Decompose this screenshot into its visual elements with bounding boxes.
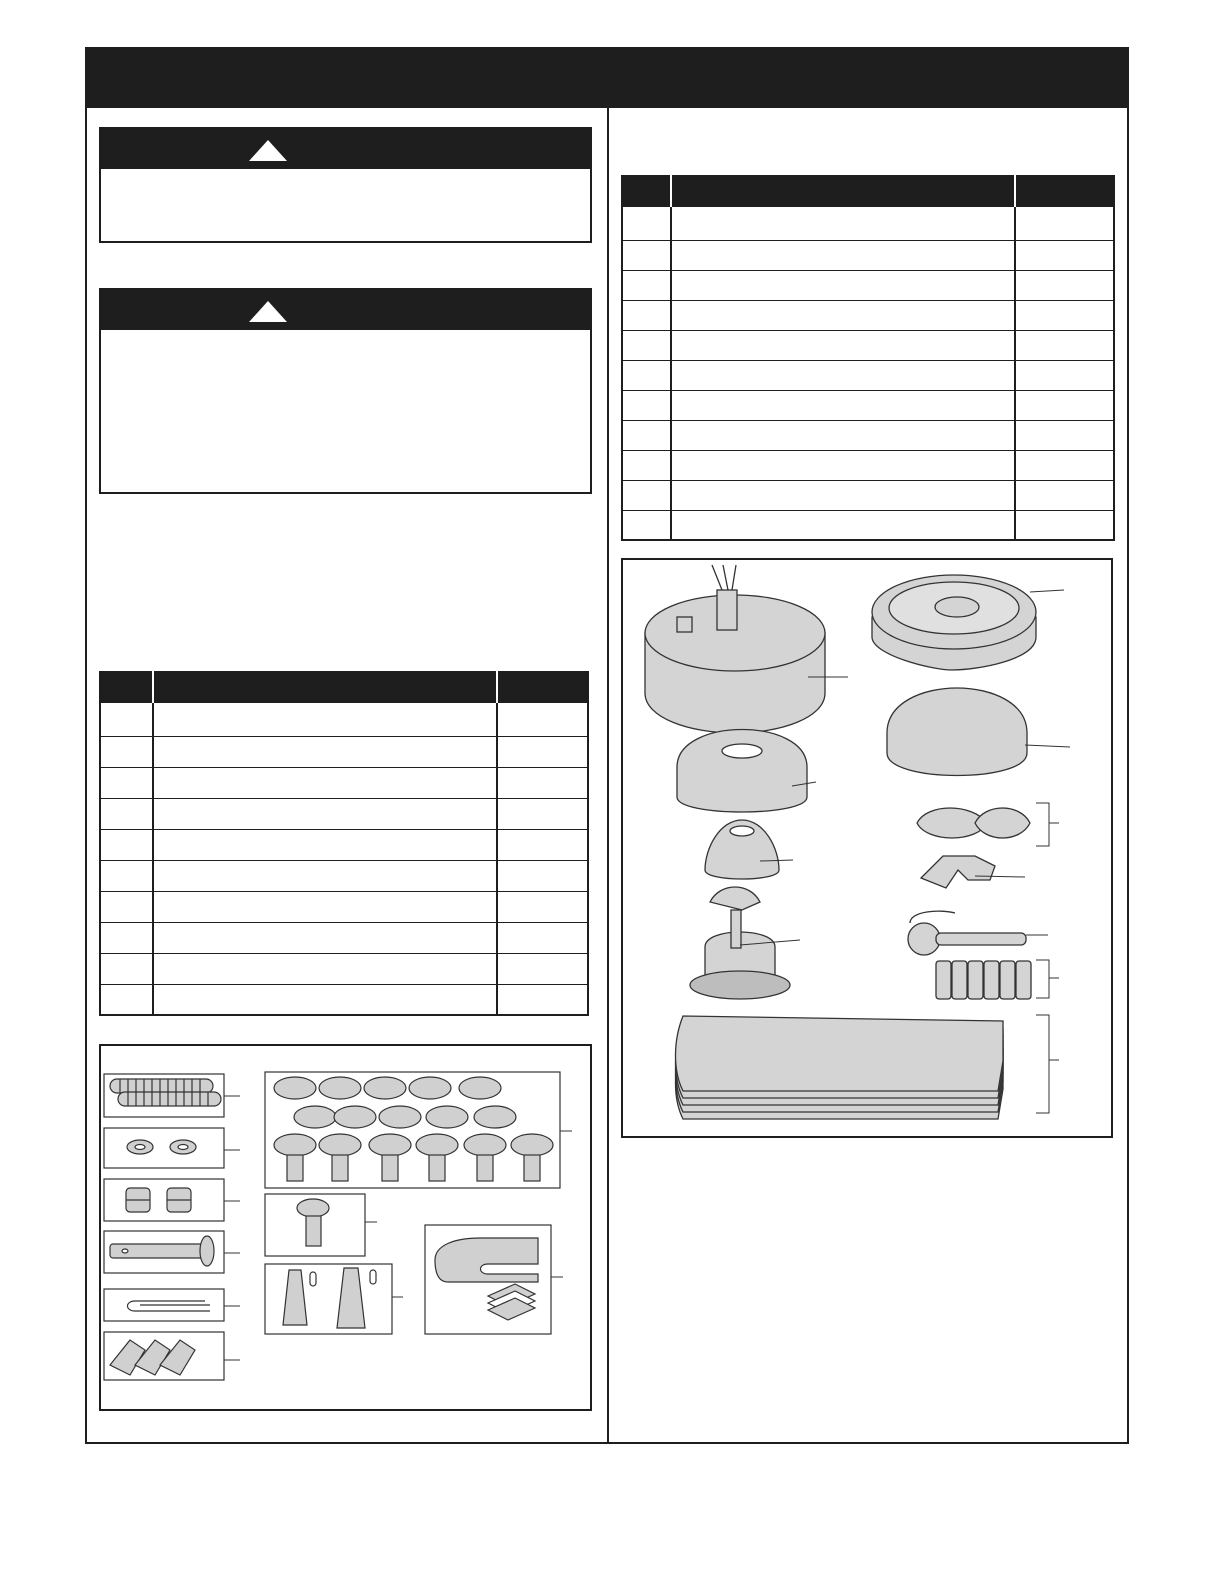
- fan-blades-icon: [676, 1016, 1004, 1119]
- mounting-bracket-icon: [872, 575, 1036, 670]
- light-bulb-icon: [917, 808, 1030, 838]
- downrod-icon: [908, 911, 1026, 955]
- canopy-icon: [677, 730, 807, 813]
- switch-housing-icon: [887, 688, 1027, 776]
- motor-assembly-icon: [645, 565, 825, 733]
- blade-iron-icon: [921, 856, 995, 888]
- hanger-ball-icon: [690, 887, 790, 999]
- canopy-cover-icon: [705, 820, 779, 879]
- blade-brackets-icon: [936, 961, 1031, 999]
